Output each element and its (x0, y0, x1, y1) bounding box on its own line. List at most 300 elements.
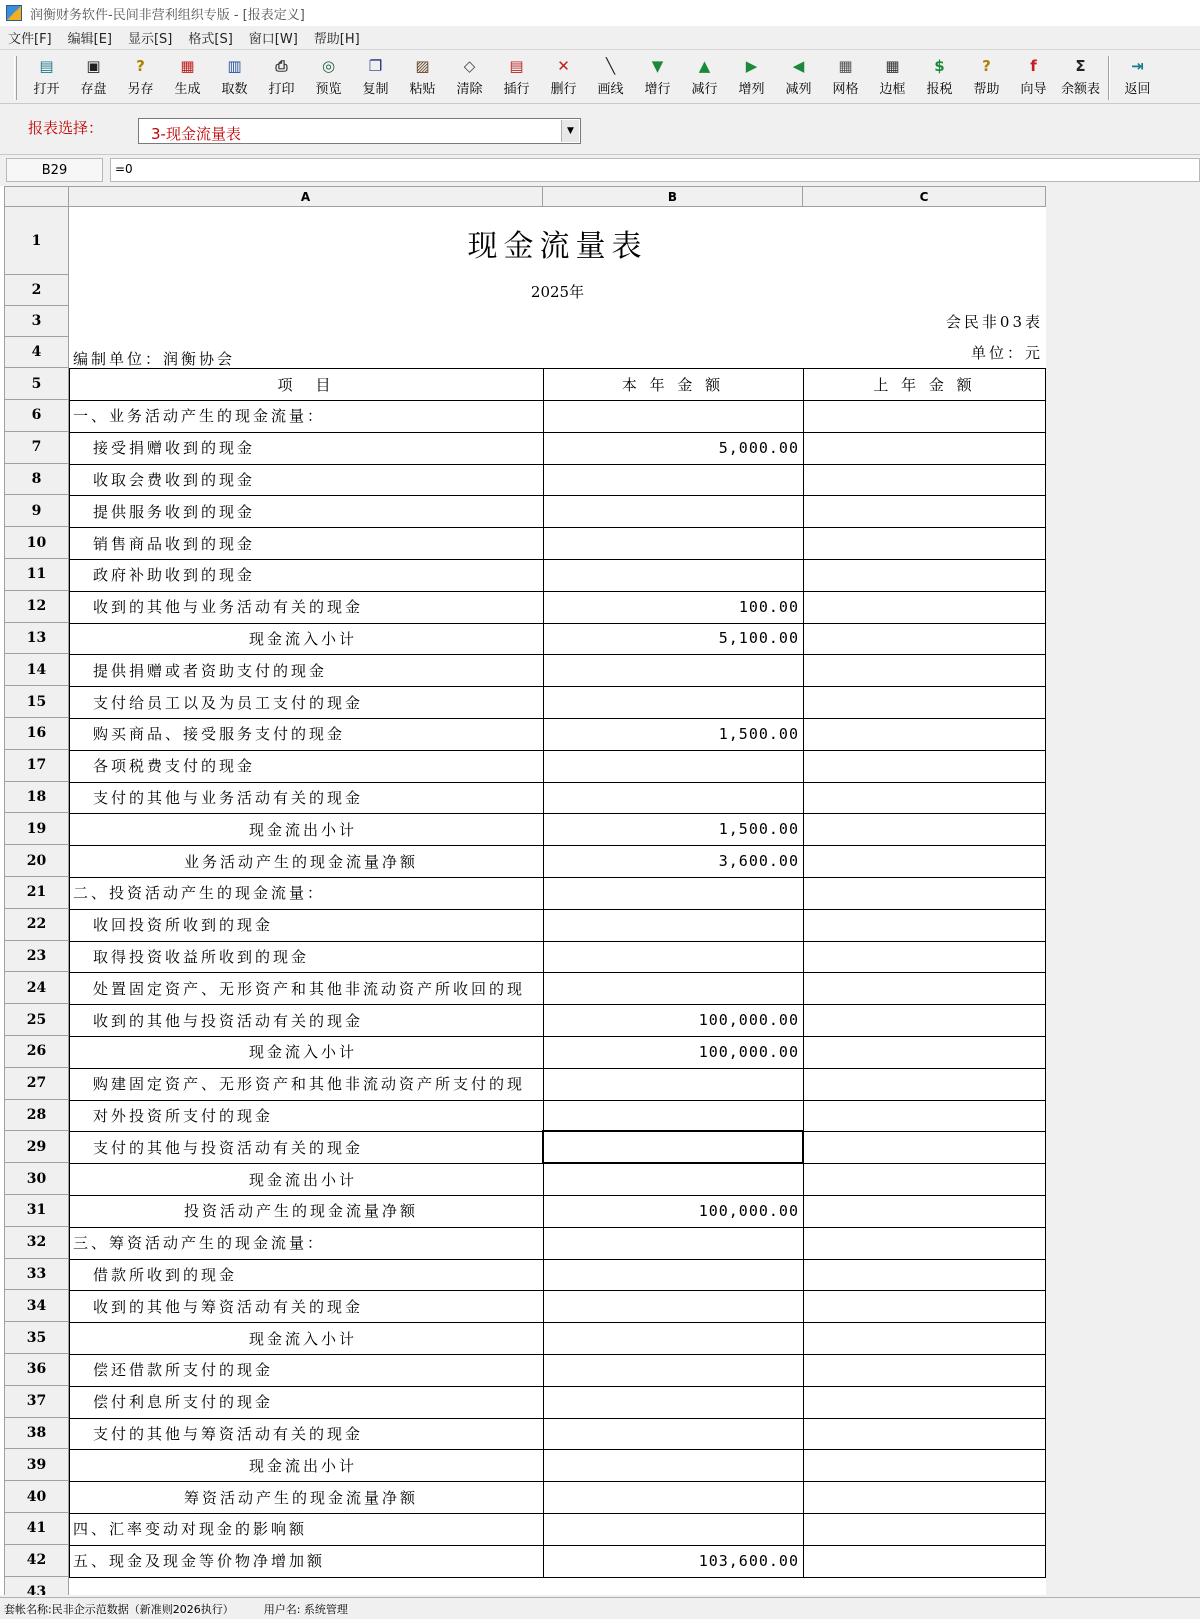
current-year-amount[interactable] (543, 686, 803, 718)
select-all-corner[interactable] (4, 186, 69, 207)
grid-line (69, 591, 1046, 592)
grid-line (69, 368, 1046, 369)
line-item-label[interactable]: 购建固定资产、无形资产和其他非流动资产所支付的现 (93, 1075, 526, 1094)
grid-icon: ▦ (838, 57, 853, 75)
menu-item[interactable]: 编辑[E] (67, 32, 112, 47)
prior-year-amount[interactable] (803, 1036, 1046, 1068)
cell-reference-box[interactable]: B29 (6, 158, 103, 182)
preview-icon: ◎ (321, 57, 336, 75)
line-item-label[interactable]: 偿付利息所支付的现金 (93, 1393, 274, 1412)
row-header[interactable]: 39 (4, 1449, 69, 1481)
grid-line (69, 1354, 1046, 1355)
line-item-label[interactable]: 现金流入小计 (249, 629, 358, 648)
line-item-label[interactable]: 各项税费支付的现金 (93, 757, 256, 776)
grid-line (69, 1418, 1046, 1419)
toolbar-button-label: 预览 (315, 82, 342, 97)
current-year-amount[interactable] (543, 1386, 803, 1418)
table-header-cell: 上 年 金 额 (873, 375, 976, 394)
grid-line (69, 1259, 1046, 1260)
prior-year-amount[interactable] (803, 1195, 1046, 1227)
line-item-label[interactable]: 接受捐赠收到的现金 (93, 439, 256, 458)
current-year-amount[interactable]: 3,600.00 (718, 852, 799, 871)
row-header[interactable]: 33 (4, 1259, 69, 1291)
line-item-label[interactable]: 现金流出小计 (249, 820, 358, 839)
current-year-amount[interactable] (543, 1449, 803, 1481)
row-header[interactable]: 29 (4, 1131, 69, 1163)
title-bar (0, 0, 1200, 26)
toolbar-button-label: 生成 (174, 82, 201, 97)
row-header[interactable]: 14 (4, 654, 69, 686)
prior-year-amount[interactable] (803, 782, 1046, 814)
current-year-amount[interactable]: 100,000.00 (698, 1201, 799, 1220)
prior-year-amount[interactable] (803, 654, 1046, 686)
grid-line (69, 1195, 1046, 1196)
toolbar-button[interactable] (352, 52, 399, 100)
prior-year-amount[interactable] (803, 1131, 1046, 1163)
prior-year-amount[interactable] (803, 1386, 1046, 1418)
current-year-amount[interactable]: 100,000.00 (698, 1011, 799, 1030)
prior-year-amount[interactable] (803, 909, 1046, 941)
prior-year-amount[interactable] (803, 495, 1046, 527)
row-header[interactable]: 40 (4, 1481, 69, 1513)
current-year-amount[interactable] (543, 559, 803, 591)
remove-column-icon: ◀ (792, 57, 805, 75)
prior-year-amount[interactable] (803, 845, 1046, 877)
row-header[interactable]: 22 (4, 909, 69, 941)
current-year-amount[interactable]: 5,000.00 (718, 438, 799, 457)
line-item-label[interactable]: 收取会费收到的现金 (93, 470, 256, 489)
toolbar-button-label: 网格 (832, 82, 859, 97)
prior-year-amount[interactable] (803, 559, 1046, 591)
window-title: 润衡财务软件-民间非营利组织专版 - [报表定义] (30, 7, 305, 23)
row-header[interactable]: 28 (4, 1100, 69, 1132)
grid-line (69, 1290, 1046, 1291)
row-header[interactable]: 38 (4, 1418, 69, 1450)
prior-year-amount[interactable] (803, 591, 1046, 623)
save-icon: ▣ (86, 57, 101, 75)
line-item-label[interactable]: 提供服务收到的现金 (93, 502, 256, 521)
toolbar-button[interactable] (963, 52, 1010, 100)
current-year-amount[interactable] (543, 464, 803, 496)
grid-line (69, 718, 1046, 719)
table-header-cell: 项 目 (277, 375, 335, 394)
current-year-amount[interactable] (543, 1227, 803, 1259)
current-year-amount[interactable] (543, 877, 803, 909)
toolbar-button-label: 打印 (268, 82, 295, 97)
formula-input[interactable]: =0 (110, 158, 1200, 182)
grid-line (69, 1322, 1046, 1323)
line-item-label[interactable]: 现金流出小计 (249, 1170, 358, 1189)
status-account: 套帐名称:民非企示范数据（新准则2026执行） (4, 1602, 234, 1616)
grid-line (69, 559, 1046, 560)
toolbar-button-label: 取数 (221, 82, 248, 97)
grid-line (69, 1068, 1046, 1069)
grid-line (69, 877, 1046, 878)
paste-icon: ▨ (415, 57, 430, 75)
toolbar-button[interactable] (587, 52, 634, 100)
toolbar-button-label: 报税 (926, 82, 953, 97)
grid-line (69, 813, 1046, 814)
menu-item[interactable]: 显示[S] (127, 32, 173, 47)
prior-year-amount[interactable] (803, 1290, 1046, 1322)
column-header[interactable]: C (803, 186, 1046, 207)
grid-line (69, 1513, 1046, 1514)
row-header[interactable]: 18 (4, 782, 69, 814)
prior-year-amount[interactable] (803, 400, 1046, 432)
line-item-label[interactable]: 偿还借款所支付的现金 (93, 1361, 274, 1380)
toolbar-button[interactable] (1057, 52, 1104, 100)
current-year-amount[interactable]: 5,100.00 (718, 629, 799, 648)
line-item-label[interactable]: 提供捐赠或者资助支付的现金 (93, 661, 328, 680)
grid-line (69, 400, 1046, 401)
prior-year-amount[interactable] (803, 1004, 1046, 1036)
toolbar-button[interactable] (916, 52, 963, 100)
line-item-label[interactable]: 购买商品、接受服务支付的现金 (93, 725, 346, 744)
grid-line (69, 527, 1046, 528)
current-year-amount[interactable] (543, 1259, 803, 1291)
toolbar-button-label: 粘贴 (409, 82, 436, 97)
line-item-label[interactable]: 五、现金及现金等价物净增加额 (73, 1552, 326, 1571)
add-column-icon: ▶ (745, 57, 758, 75)
current-year-amount[interactable] (543, 750, 803, 782)
row-header[interactable]: 11 (4, 559, 69, 591)
fetch-data-icon: ▥ (227, 57, 242, 75)
organization-label: 编制单位：润衡协会 (73, 350, 236, 368)
line-item-label[interactable]: 收到的其他与业务活动有关的现金 (93, 598, 364, 617)
line-item-label[interactable]: 四、汇率变动对现金的影响额 (73, 1520, 308, 1539)
selected-cell-cursor[interactable] (542, 1130, 804, 1164)
sheet-empty-area (1046, 186, 1200, 1595)
line-item-label[interactable]: 现金流出小计 (249, 1456, 358, 1475)
report-selector-label: 报表选择： (28, 119, 104, 137)
toolbar-button-label: 删行 (550, 82, 577, 97)
prior-year-amount[interactable] (803, 718, 1046, 750)
row-header[interactable]: 17 (4, 750, 69, 782)
row-header[interactable]: 9 (4, 495, 69, 527)
row-header[interactable]: 2 (4, 275, 69, 306)
line-item-label[interactable]: 二、投资活动产生的现金流量： (73, 884, 326, 903)
row-header[interactable]: 1 (4, 207, 69, 275)
row-header[interactable]: 10 (4, 527, 69, 559)
toolbar-button[interactable] (211, 52, 258, 100)
current-year-amount[interactable] (543, 1354, 803, 1386)
toolbar-button-label: 返回 (1124, 82, 1151, 97)
current-year-amount[interactable] (543, 1481, 803, 1513)
line-item-label[interactable]: 业务活动产生的现金流量净额 (184, 852, 419, 871)
line-item-label[interactable]: 对外投资所支付的现金 (93, 1106, 274, 1125)
line-item-label[interactable]: 一、业务活动产生的现金流量： (73, 407, 326, 426)
grid-line (69, 495, 1046, 496)
prior-year-amount[interactable] (803, 623, 1046, 655)
prior-year-amount[interactable] (803, 1100, 1046, 1132)
open-icon: ▤ (39, 57, 54, 75)
generate-icon: ▦ (180, 57, 195, 75)
status-bar (0, 1597, 1200, 1619)
grid-line (69, 686, 1046, 687)
remove-row-icon: ▲ (698, 57, 711, 75)
prior-year-amount[interactable] (803, 464, 1046, 496)
toolbar-button[interactable] (681, 52, 728, 100)
toolbar-button-label: 减行 (691, 82, 718, 97)
grid-line (69, 1449, 1046, 1450)
toolbar-button[interactable] (117, 52, 164, 100)
prior-year-amount[interactable] (803, 432, 1046, 464)
row-header[interactable]: 5 (4, 368, 69, 400)
row-header[interactable]: 26 (4, 1036, 69, 1068)
row-header[interactable]: 15 (4, 686, 69, 718)
toolbar-button[interactable] (446, 52, 493, 100)
prior-year-amount[interactable] (803, 1513, 1046, 1545)
prior-year-amount[interactable] (803, 1163, 1046, 1195)
toolbar-button[interactable] (305, 52, 352, 100)
column-header[interactable]: A (69, 186, 543, 207)
grid-line (69, 1481, 1046, 1482)
report-year: 2025年 (530, 283, 585, 301)
draw-line-icon: ╲ (605, 57, 616, 75)
current-year-amount[interactable] (543, 1100, 803, 1132)
toolbar-button[interactable] (399, 52, 446, 100)
menu-item[interactable]: 帮助[H] (313, 32, 360, 47)
toolbar-button[interactable] (634, 52, 681, 100)
prior-year-amount[interactable] (803, 1322, 1046, 1354)
toolbar-button[interactable] (775, 52, 822, 100)
line-item-label[interactable]: 政府补助收到的现金 (93, 566, 256, 585)
table-header-cell: 本 年 金 额 (621, 375, 725, 394)
row-header[interactable]: 32 (4, 1227, 69, 1259)
line-item-label[interactable]: 支付给员工以及为员工支付的现金 (93, 693, 364, 712)
toolbar-button-label: 打开 (33, 82, 60, 97)
toolbar-button[interactable] (869, 52, 916, 100)
row-header[interactable]: 23 (4, 941, 69, 973)
toolbar-button-label: 余额表 (1060, 82, 1100, 97)
current-year-amount[interactable] (543, 527, 803, 559)
formula-bar (0, 154, 1200, 184)
form-number: 会民非03表 (945, 313, 1043, 331)
row-header[interactable]: 16 (4, 718, 69, 750)
row-header[interactable]: 35 (4, 1322, 69, 1354)
toolbar-button[interactable] (258, 52, 305, 100)
tax-icon: $ (934, 57, 945, 75)
grid-line (69, 1545, 1046, 1546)
row-header[interactable]: 34 (4, 1290, 69, 1322)
line-item-label[interactable]: 借款所收到的现金 (93, 1265, 238, 1284)
current-year-amount[interactable] (543, 941, 803, 973)
line-item-label[interactable]: 取得投资收益所收到的现金 (93, 947, 310, 966)
prior-year-amount[interactable] (803, 1418, 1046, 1450)
toolbar-button-label: 边框 (879, 82, 906, 97)
grid-line (69, 623, 1046, 624)
current-year-amount[interactable]: 1,500.00 (718, 724, 799, 743)
toolbar-button-label: 复制 (362, 82, 389, 97)
save-as-icon: ? (136, 57, 145, 75)
prior-year-amount[interactable] (803, 877, 1046, 909)
row-header[interactable]: 31 (4, 1195, 69, 1227)
prior-year-amount[interactable] (803, 1354, 1046, 1386)
line-item-label[interactable]: 筹资活动产生的现金流量净额 (184, 1488, 419, 1507)
grid-line (69, 432, 1046, 433)
line-item-label[interactable]: 收回投资所收到的现金 (93, 916, 274, 935)
current-year-amount[interactable]: 103,600.00 (698, 1551, 799, 1570)
grid-line (69, 782, 1046, 783)
row-header[interactable]: 24 (4, 972, 69, 1004)
toolbar-button[interactable] (540, 52, 587, 100)
toolbar-button[interactable] (164, 52, 211, 100)
row-header[interactable]: 3 (4, 306, 69, 337)
grid-line (69, 1577, 1046, 1578)
line-item-label[interactable]: 现金流入小计 (249, 1043, 358, 1062)
menu-bar (0, 26, 1200, 50)
current-year-amount[interactable] (543, 1418, 803, 1450)
wizard-icon: f (1030, 57, 1037, 75)
grid-line (69, 972, 1046, 973)
toolbar-button-label: 另存 (127, 82, 154, 97)
help-icon: ? (982, 57, 991, 75)
prior-year-amount[interactable] (803, 1068, 1046, 1100)
toolbar-button-label: 减列 (785, 82, 812, 97)
row-header[interactable]: 37 (4, 1386, 69, 1418)
grid-line (69, 750, 1046, 751)
report-selector-bar (0, 105, 1200, 153)
current-year-amount[interactable] (543, 495, 803, 527)
toolbar-button-label: 插行 (503, 82, 530, 97)
line-item-label[interactable]: 投资活动产生的现金流量净额 (184, 1202, 419, 1221)
grid-line (1045, 368, 1046, 1577)
prior-year-amount[interactable] (803, 813, 1046, 845)
current-year-amount[interactable]: 100,000.00 (698, 1042, 799, 1061)
grid-line (69, 1100, 1046, 1101)
column-header[interactable]: B (543, 186, 803, 207)
row-header[interactable]: 41 (4, 1513, 69, 1545)
prior-year-amount[interactable] (803, 750, 1046, 782)
prior-year-amount[interactable] (803, 1481, 1046, 1513)
prior-year-amount[interactable] (803, 527, 1046, 559)
grid-line (69, 909, 1046, 910)
toolbar-button[interactable] (23, 52, 70, 100)
current-year-amount[interactable] (543, 654, 803, 686)
toolbar-button[interactable] (493, 52, 540, 100)
add-row-icon: ▼ (651, 57, 664, 75)
line-item-label[interactable]: 三、筹资活动产生的现金流量： (73, 1234, 326, 1253)
prior-year-amount[interactable] (803, 941, 1046, 973)
current-year-amount[interactable] (543, 909, 803, 941)
grid-line (543, 368, 544, 1577)
current-year-amount[interactable] (543, 1322, 803, 1354)
chevron-down-icon[interactable]: ▼ (561, 120, 579, 142)
toolbar-button-label: 增行 (644, 82, 671, 97)
sigma-icon: Σ (1075, 57, 1086, 75)
row-header[interactable]: 36 (4, 1354, 69, 1386)
prior-year-amount[interactable] (803, 972, 1046, 1004)
prior-year-amount[interactable] (803, 1545, 1046, 1577)
current-year-amount[interactable] (543, 400, 803, 432)
line-item-label[interactable]: 支付的其他与投资活动有关的现金 (93, 1138, 364, 1157)
row-header[interactable]: 21 (4, 877, 69, 909)
line-item-label[interactable]: 收到的其他与筹资活动有关的现金 (93, 1297, 364, 1316)
row-header[interactable]: 4 (4, 337, 69, 368)
prior-year-amount[interactable] (803, 1449, 1046, 1481)
return-icon: ⇥ (1131, 57, 1144, 75)
row-header[interactable]: 12 (4, 591, 69, 623)
prior-year-amount[interactable] (803, 1227, 1046, 1259)
current-year-amount[interactable] (543, 1290, 803, 1322)
toolbar-button[interactable] (1114, 52, 1161, 100)
row-header[interactable]: 25 (4, 1004, 69, 1036)
row-header[interactable]: 20 (4, 845, 69, 877)
line-item-label[interactable]: 收到的其他与投资活动有关的现金 (93, 1011, 364, 1030)
grid-line (69, 1227, 1046, 1228)
line-item-label[interactable]: 现金流入小计 (249, 1329, 358, 1348)
grid-line (69, 1004, 1046, 1005)
toolbar-button[interactable] (822, 52, 869, 100)
current-year-amount[interactable]: 1,500.00 (718, 820, 799, 839)
menu-item[interactable]: 窗口[W] (248, 32, 298, 47)
app-icon (6, 5, 22, 21)
grid-line (69, 1386, 1046, 1387)
toolbar-grip[interactable] (14, 56, 17, 100)
row-header[interactable]: 19 (4, 813, 69, 845)
border-icon: ▦ (885, 57, 900, 75)
spreadsheet[interactable] (0, 186, 1200, 1595)
grid-line (803, 368, 804, 1577)
prior-year-amount[interactable] (803, 686, 1046, 718)
current-year-amount[interactable] (543, 1068, 803, 1100)
toolbar-button[interactable] (1010, 52, 1057, 100)
copy-icon: ❐ (368, 57, 383, 75)
row-header[interactable]: 30 (4, 1163, 69, 1195)
current-year-amount[interactable] (543, 782, 803, 814)
status-user: 用户名: 系统管理 (263, 1602, 348, 1616)
grid-line (69, 654, 1046, 655)
menu-item[interactable]: 文件[F] (8, 32, 52, 47)
prior-year-amount[interactable] (803, 1259, 1046, 1291)
grid-line (69, 941, 1046, 942)
grid-line (69, 845, 1046, 846)
toolbar-button-label: 向导 (1020, 82, 1047, 97)
current-year-amount[interactable] (543, 1513, 803, 1545)
line-item-label[interactable]: 销售商品收到的现金 (93, 534, 256, 553)
currency-unit-label: 单位：元 (970, 344, 1043, 362)
current-year-amount[interactable] (543, 1163, 803, 1195)
grid-line (69, 464, 1046, 465)
report-selector-dropdown[interactable] (138, 118, 581, 144)
report-selector-value: 3-现金流量表 (151, 125, 241, 143)
line-item-label[interactable]: 处置固定资产、无形资产和其他非流动资产所收回的现 (93, 979, 526, 998)
grid-line (69, 1036, 1046, 1037)
row-header[interactable]: 42 (4, 1545, 69, 1577)
menu-item[interactable]: 格式[S] (188, 32, 233, 47)
toolbar (0, 52, 1200, 104)
row-header[interactable]: 27 (4, 1068, 69, 1100)
clear-icon: ◇ (463, 57, 476, 75)
row-header[interactable]: 13 (4, 623, 69, 655)
current-year-amount[interactable] (543, 972, 803, 1004)
toolbar-button-label: 帮助 (973, 82, 1000, 97)
row-header[interactable]: 6 (4, 400, 69, 432)
row-header[interactable]: 43 (4, 1577, 69, 1595)
grid-line (69, 368, 70, 1577)
toolbar-button[interactable] (70, 52, 117, 100)
row-header[interactable]: 8 (4, 464, 69, 496)
current-year-amount[interactable]: 100.00 (738, 597, 799, 616)
row-header[interactable]: 7 (4, 432, 69, 464)
toolbar-button-label: 存盘 (80, 82, 107, 97)
toolbar-button[interactable] (728, 52, 775, 100)
toolbar-separator (1108, 56, 1110, 100)
line-item-label[interactable]: 支付的其他与筹资活动有关的现金 (93, 1424, 364, 1443)
toolbar-button-label: 增列 (738, 82, 765, 97)
line-item-label[interactable]: 支付的其他与业务活动有关的现金 (93, 788, 364, 807)
report-title: 现金流量表 (467, 229, 648, 264)
